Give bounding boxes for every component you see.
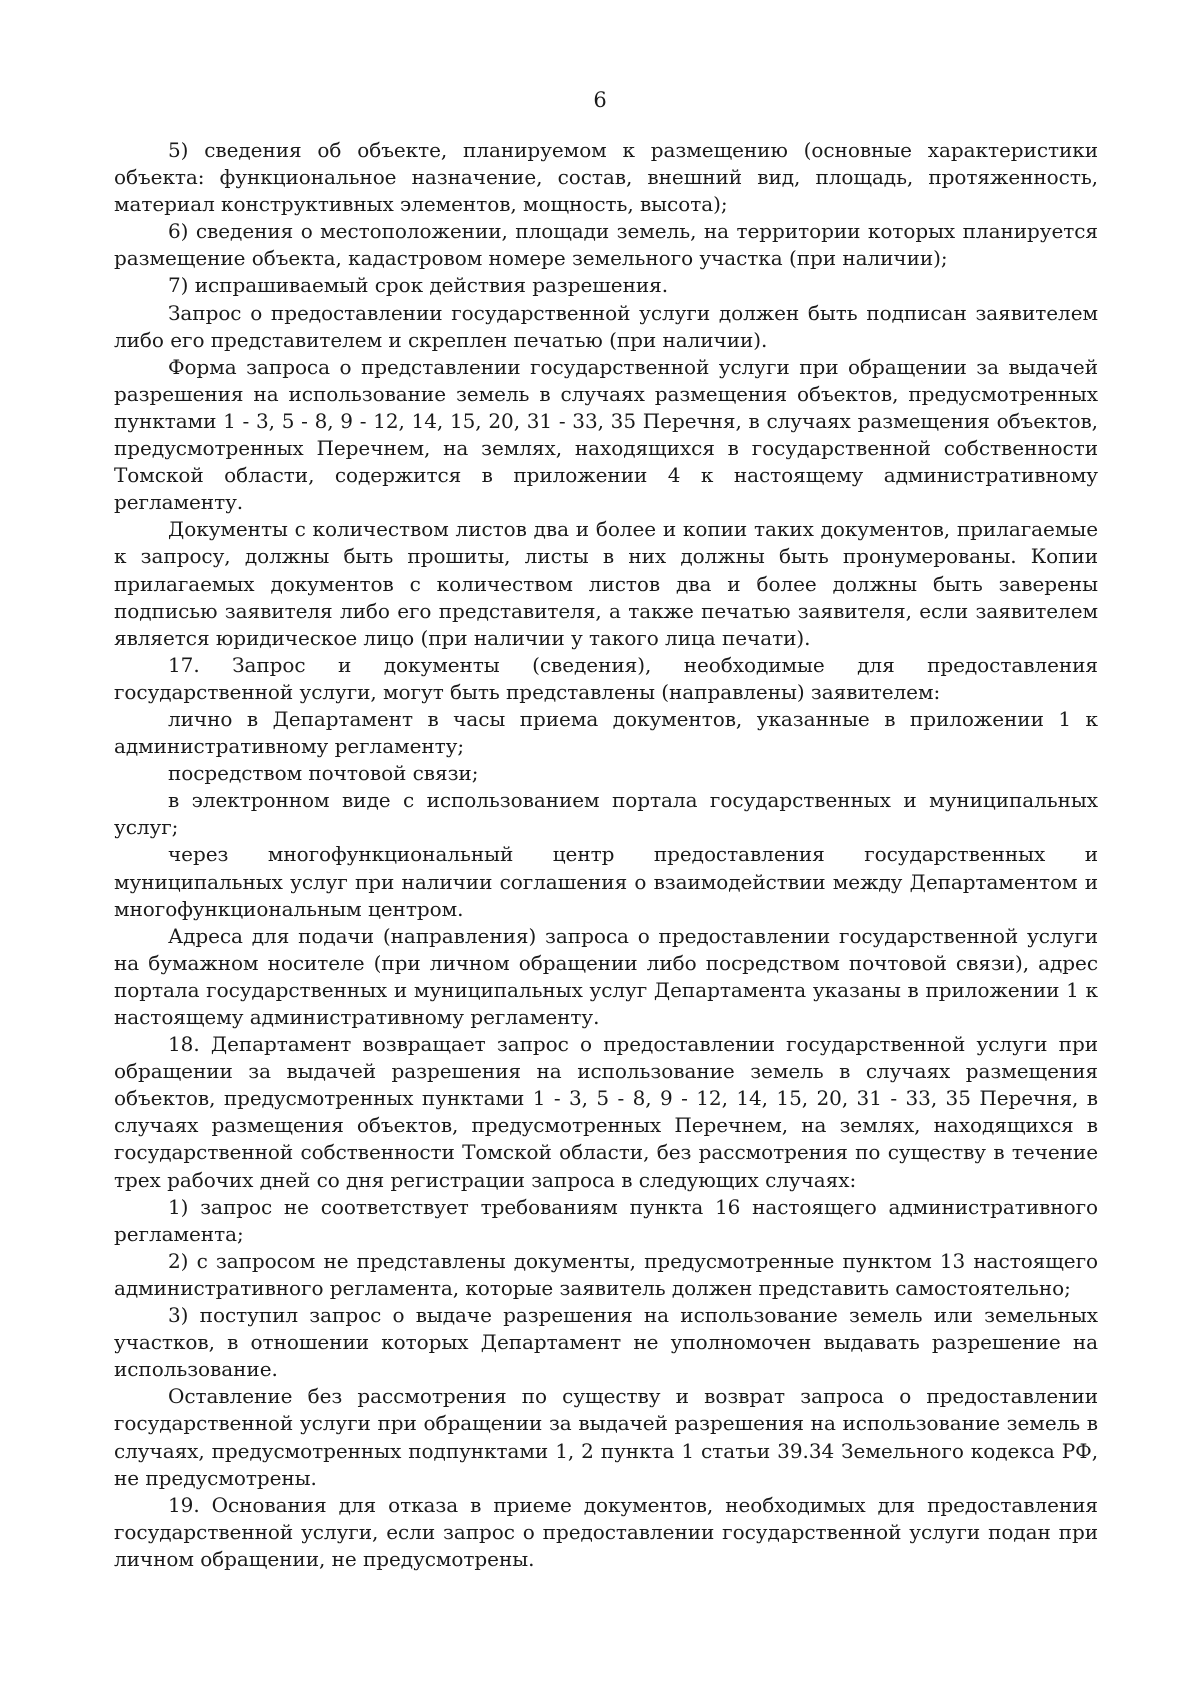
paragraph-signature-requirement: Запрос о предоставлении государственной услуги должен быть подписан заявителем либо его представителем и скреплен печатью (при наличии).: [114, 300, 1098, 352]
document-body: [114, 137, 1098, 1573]
paragraph-in-person: лично в Департамент в часы приема документов, указанные в приложении 1 к административному регламенту;: [114, 706, 1098, 759]
paragraph-addresses: Адреса для подачи (направления) запроса о предоставлении государственной услуги на бумажном носителе (при личном обращении либо посредством почтовой связи), адрес портала государственных и муниципальных услуг Департамента указаны в приложении 1 к настоящему административному регламенту.: [114, 923, 1098, 1029]
paragraph-item-5: 5) сведения об объекте, планируемом к размещению (основные характеристики объекта: функциональное назначение, состав, внешний вид, площадь, протяженность, материал конструктивных элементов, мощность, высота);: [114, 138, 1098, 217]
paragraph-request-form: Форма запроса о представлении государственной услуги при обращении за выдачей разрешения на использование земель в случаях размещения объектов, предусмотренных пунктами 1 - 3, 5 - 8, 9 - 12, 14, 15, 20, 31 - 33, 35 Перечня, в случаях размещения объектов, предусмотренных Перечнем, на землях, находящихся в государственной собственности Томской области, содержится в приложении 4 к настоящему административному регламенту.: [114, 354, 1098, 515]
paragraph-no-return: Оставление без рассмотрения по существу и возврат запроса о предоставлении государственной услуги при обращении за выдачей разрешения на использование земель в случаях, предусмотренных подпунктами 1, 2 пункта 1 статьи 39.34 Земельного кодекса РФ, не предусмотрены.: [114, 1384, 1098, 1490]
paragraph-clause-17: 17. Запрос и документы (сведения), необходимые для предоставления государственной услуги, могут быть представлены (направлены) заявителем:: [114, 652, 1098, 704]
paragraph-return-case-3: 3) поступил запрос о выдаче разрешения на использование земель или земельных участков, в отношении которых Департамент не уполномочен выдавать разрешение на использование.: [114, 1303, 1098, 1382]
paragraph-electronic: в электронном виде с использованием портала государственных и муниципальных услуг;: [114, 788, 1098, 840]
paragraph-clause-19: 19. Основания для отказа в приеме документов, необходимых для предоставления государственной услуги, если запрос о предоставлении государственной услуги подан при личном обращении, не предусмотрены.: [114, 1492, 1098, 1571]
paragraph-return-case-1: 1) запрос не соответствует требованиям пункта 16 настоящего административного регламента;: [114, 1194, 1098, 1246]
paragraph-document-binding: Документы с количеством листов два и более и копии таких документов, прилагаемые к запросу, должны быть прошиты, листы в них должны быть пронумерованы. Копии прилагаемых документов с количеством листов два и более должны быть заверены подписью заявителя либо его представителя, а также печатью заявителя, если заявителем является юридическое лицо (при наличии у такого лица печати).: [114, 517, 1098, 650]
paragraph-item-7: 7) испрашиваемый срок действия разрешения.: [168, 273, 669, 298]
paragraph-by-post: посредством почтовой связи;: [168, 761, 479, 786]
page-number: 6: [593, 88, 607, 112]
paragraph-item-6: 6) сведения о местоположении, площади земель, на территории которых планируется размещение объекта, кадастровом номере земельного участка (при наличии);: [114, 219, 1098, 271]
paragraph-return-case-2: 2) с запросом не представлены документы, предусмотренные пунктом 13 настоящего административного регламента, которые заявитель должен представить самостоятельно;: [114, 1248, 1098, 1300]
paragraph-clause-18: 18. Департамент возвращает запрос о предоставлении государственной услуги при обращении за выдачей разрешения на использование земель в случаях размещения объектов, предусмотренных пунктами 1 - 3, 5 - 8, 9 - 12, 14, 15, 20, 31 - 33, 35 Перечня, в случаях размещения объектов, предусмотренных Перечнем, на землях, находящихся в государственной собственности Томской области, без рассмотрения по существу в течение трех рабочих дней со дня регистрации запроса в следующих случаях:: [114, 1032, 1098, 1192]
paragraph-mfc: через многофункциональный центр предоставления государственных и муниципальных услуг при наличии соглашения о взаимодействии между Департаментом и многофункциональным центром.: [114, 842, 1098, 921]
